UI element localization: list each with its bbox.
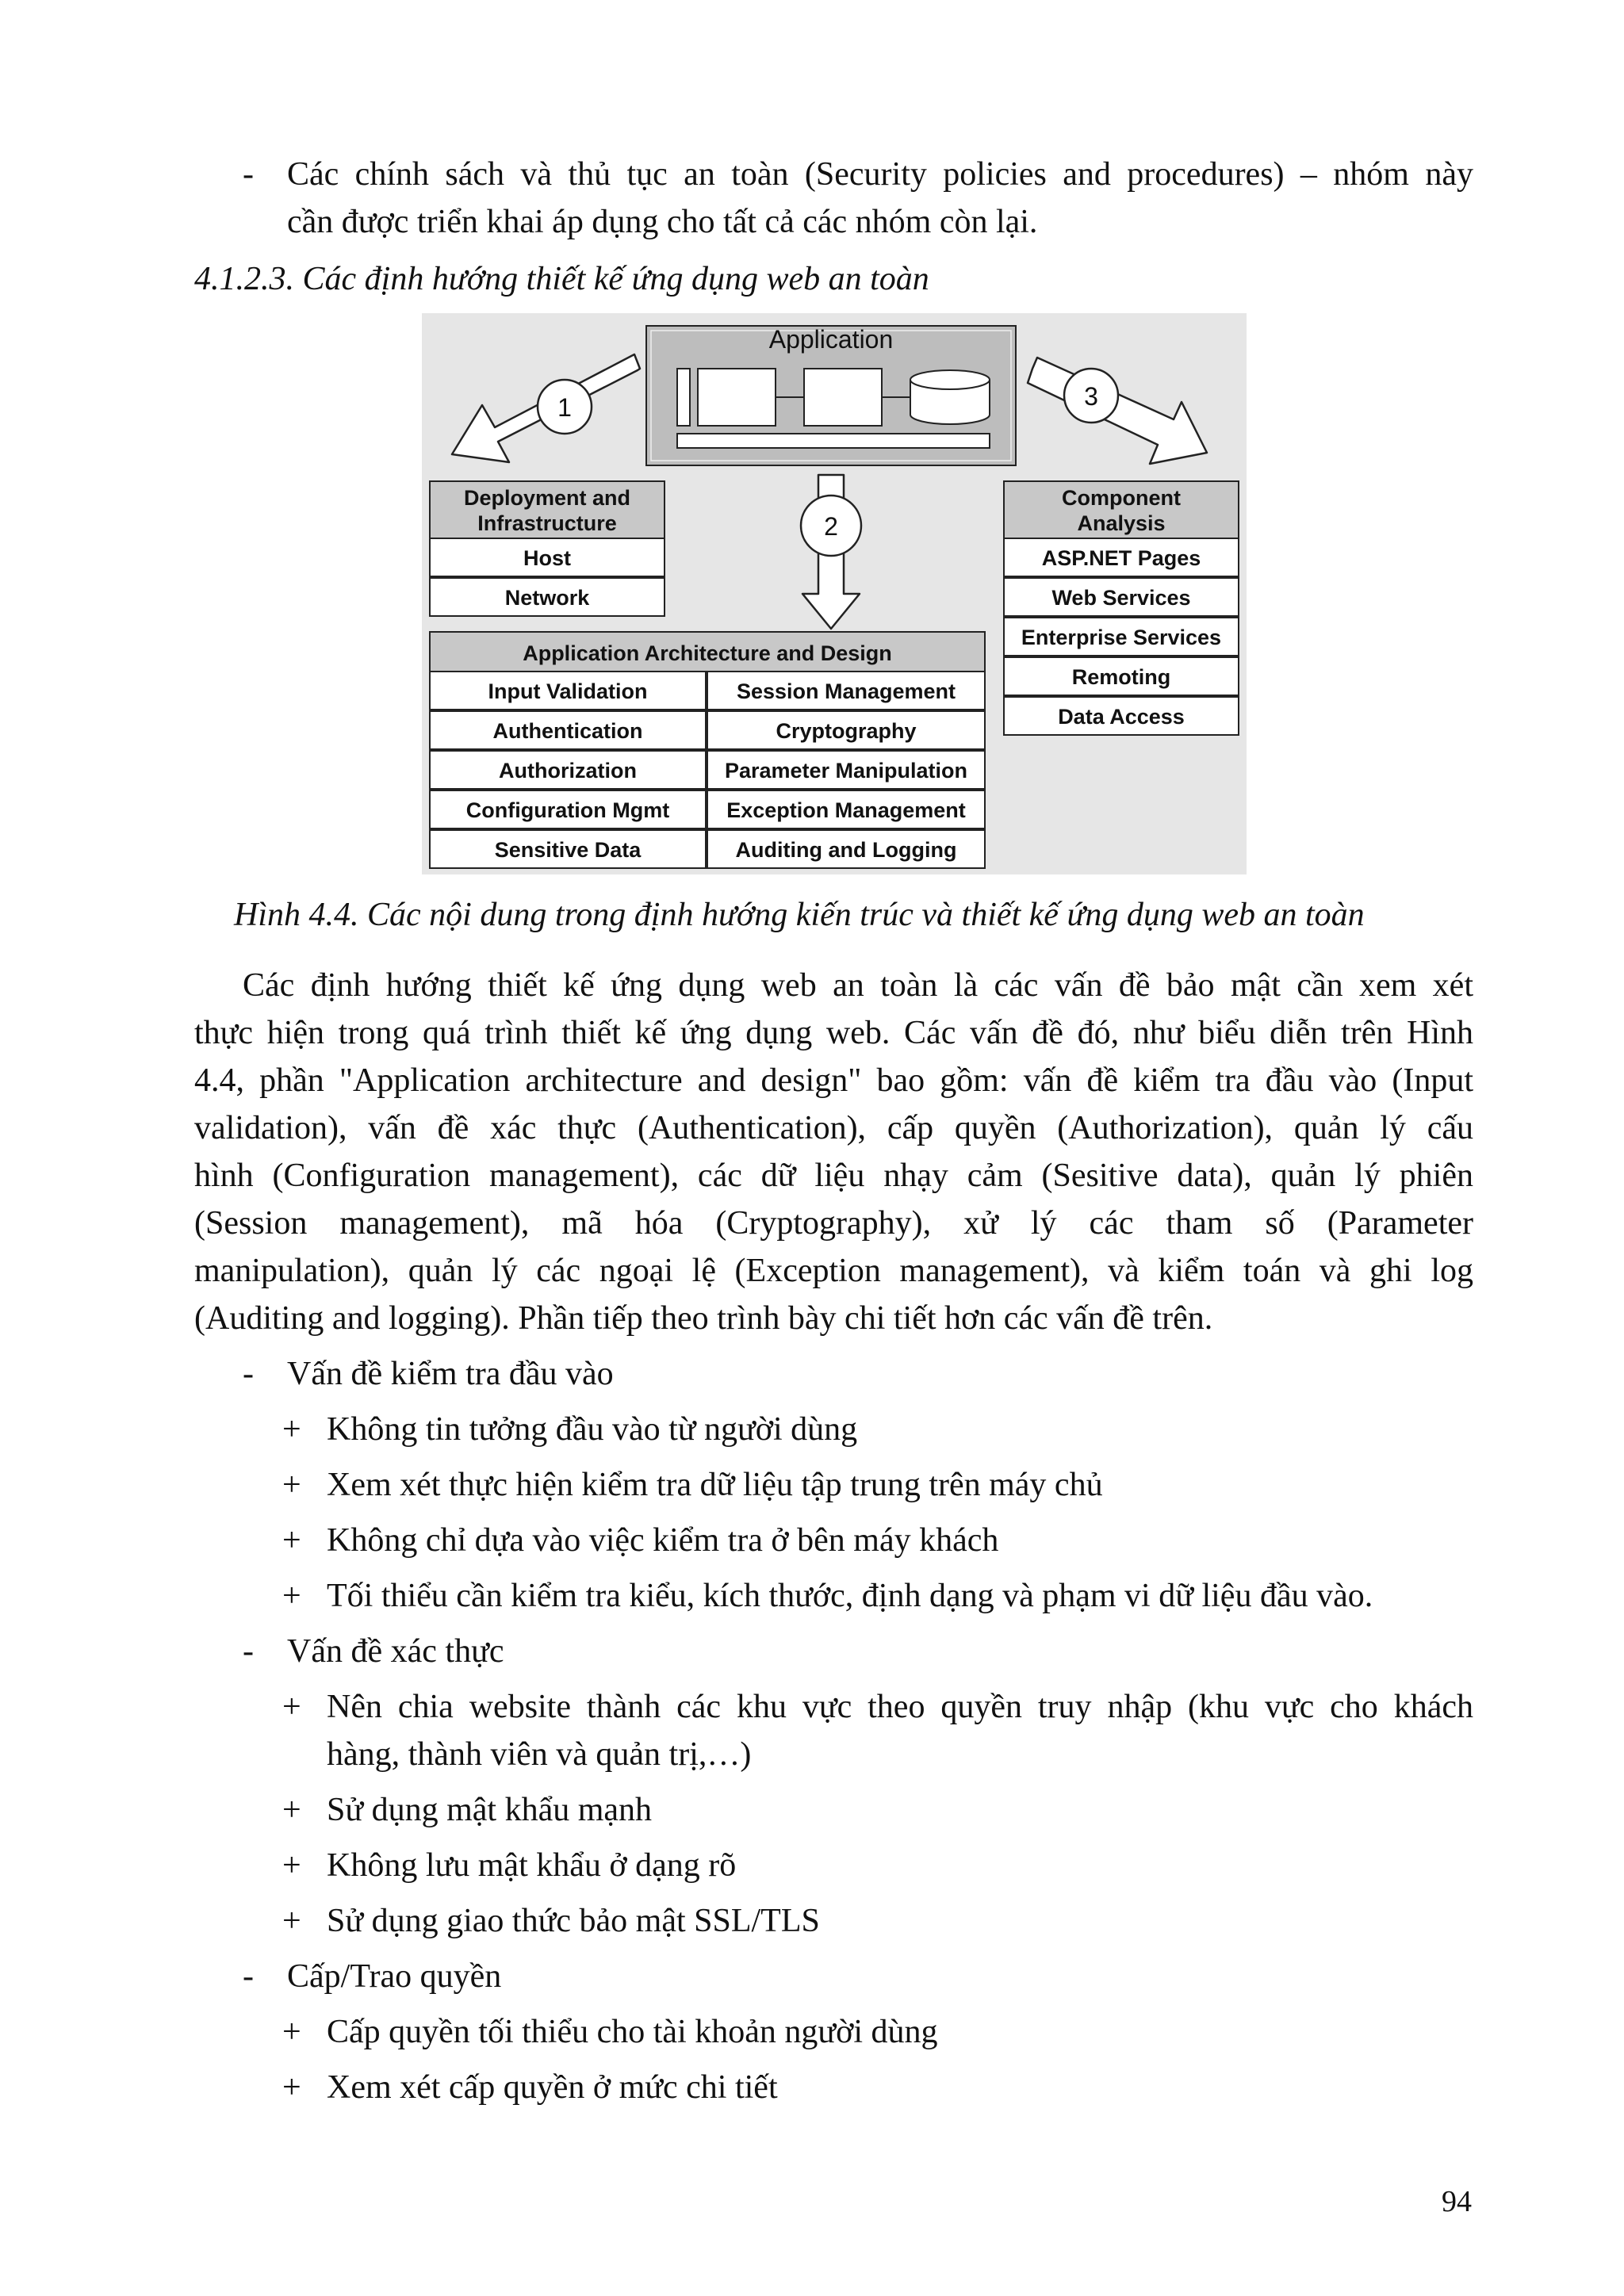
- bullet-plus: +: [282, 1467, 301, 1503]
- step-2-label: 2: [824, 512, 838, 541]
- architecture-cell: Input Validation: [488, 679, 648, 703]
- architecture-cell: Session Management: [736, 679, 956, 703]
- topic-item: Sử dụng mật khẩu mạnh: [327, 1792, 653, 1828]
- topic-title: Cấp/Trao quyền: [287, 1958, 502, 1995]
- paragraph-line: 4.4, phần "Application architecture and design" bao gồm: vấn đề kiểm tra đầu vào (Input: [194, 1062, 1473, 1099]
- paragraph-line: Các định hướng thiết kế ứng dụng web an toàn là các vấn đề bảo mật cần xem xét: [243, 967, 1473, 1004]
- architecture-cell: Cryptography: [776, 719, 917, 743]
- deployment-header-line2: Infrastructure: [477, 511, 617, 535]
- component-item: ASP.NET Pages: [1041, 546, 1201, 570]
- figure-caption: Hình 4.4. Các nội dung trong định hướng kiến trúc và thiết kế ứng dụng web an toàn: [234, 897, 1365, 933]
- bullet-plus: +: [282, 1903, 301, 1939]
- step-3-label: 3: [1084, 382, 1098, 411]
- architecture-cell: Auditing and Logging: [735, 838, 957, 862]
- topic-title: Vấn đề xác thực: [287, 1633, 504, 1670]
- bullet-plus: +: [282, 1411, 301, 1448]
- component-header-line1: Component: [1062, 486, 1181, 510]
- architecture-figure: [422, 313, 1247, 874]
- page-number: 94: [1442, 2185, 1472, 2218]
- component-header-line2: Analysis: [1077, 511, 1166, 535]
- topic-item: Cấp quyền tối thiểu cho tài khoản người dùng: [327, 2014, 938, 2050]
- step-1-label: 1: [557, 393, 572, 422]
- application-box: [646, 325, 1016, 465]
- architecture-cell: Authentication: [492, 719, 643, 743]
- topic-title: Vấn đề kiểm tra đầu vào: [287, 1356, 614, 1392]
- topic-item: Xem xét thực hiện kiểm tra dữ liệu tập trung trên máy chủ: [327, 1467, 1103, 1503]
- bullet-dash: -: [243, 1356, 254, 1392]
- deployment-item-network: Network: [504, 586, 590, 610]
- paragraph-line: manipulation), quản lý các ngoại lệ (Exception management), và kiểm toán và ghi log: [194, 1253, 1473, 1289]
- paragraph-line: thực hiện trong quá trình thiết kế ứng dụng web. Các vấn đề đó, như biểu diễn trên Hình: [194, 1015, 1473, 1051]
- bullet-plus: +: [282, 1522, 301, 1559]
- architecture-cell: Authorization: [499, 759, 637, 783]
- component-item: Enterprise Services: [1021, 626, 1222, 649]
- deployment-item-host: Host: [523, 546, 571, 570]
- section-heading: 4.1.2.3. Các định hướng thiết kế ứng dụng web an toàn: [194, 261, 929, 297]
- application-label: Application: [768, 325, 894, 354]
- database-icon: [910, 370, 990, 424]
- topic-item: Sử dụng giao thức bảo mật SSL/TLS: [327, 1903, 820, 1939]
- topic-item: Không lưu mật khẩu ở dạng rõ: [327, 1847, 737, 1884]
- topic-item: Xem xét cấp quyền ở mức chi tiết: [327, 2069, 778, 2106]
- topic-item-line1: Nên chia website thành các khu vực theo quyền truy nhập (khu vực cho khách: [327, 1689, 1473, 1725]
- component-item: Remoting: [1071, 665, 1171, 689]
- architecture-cell: Exception Management: [726, 798, 966, 822]
- bullet-plus: +: [282, 1847, 301, 1884]
- topic-item: Không chỉ dựa vào việc kiểm tra ở bên máy khách: [327, 1522, 999, 1559]
- paragraph-line: validation), vấn đề xác thực (Authentication), cấp quyền (Authorization), quản lý cấu: [194, 1110, 1473, 1146]
- paragraph-line: (Auditing and logging). Phần tiếp theo trình bày chi tiết hơn các vấn đề trên.: [194, 1300, 1213, 1337]
- intro-bullet-line2: cần được triển khai áp dụng cho tất cả các nhóm còn lại.: [287, 204, 1038, 240]
- component-item: Data Access: [1058, 705, 1185, 729]
- bullet-plus: +: [282, 1689, 301, 1725]
- deployment-infrastructure-box: [430, 481, 665, 616]
- paragraph-line: hình (Configuration management), các dữ liệu nhạy cảm (Sesitive data), quản lý phiên: [194, 1158, 1473, 1194]
- topic-item: Tối thiểu cần kiểm tra kiểu, kích thước, định dạng và phạm vi dữ liệu đầu vào.: [327, 1578, 1373, 1614]
- deployment-header-line1: Deployment and: [463, 486, 631, 510]
- bullet-plus: +: [282, 2014, 301, 2050]
- bullet-plus: +: [282, 1578, 301, 1614]
- component-item: Web Services: [1051, 586, 1191, 610]
- architecture-cell: Parameter Manipulation: [724, 759, 968, 783]
- component-analysis-box: [1004, 481, 1239, 735]
- architecture-cell: Sensitive Data: [494, 838, 642, 862]
- architecture-design-table: [430, 632, 985, 868]
- intro-bullet-line1: Các chính sách và thủ tục an toàn (Security policies and procedures) – nhóm này: [287, 156, 1473, 193]
- bullet-dash: -: [243, 156, 254, 193]
- architecture-cell: Configuration Mgmt: [465, 798, 670, 822]
- bullet-dash: -: [243, 1633, 254, 1670]
- topic-item: Không tin tưởng đầu vào từ người dùng: [327, 1411, 858, 1448]
- bullet-plus: +: [282, 1792, 301, 1828]
- topic-item-line2: hàng, thành viên và quản trị,…): [327, 1736, 752, 1773]
- architecture-header: Application Architecture and Design: [523, 641, 892, 665]
- bullet-dash: -: [243, 1958, 254, 1995]
- paragraph-line: (Session management), mã hóa (Cryptography), xử lý các tham số (Parameter: [194, 1205, 1473, 1242]
- bullet-plus: +: [282, 2069, 301, 2106]
